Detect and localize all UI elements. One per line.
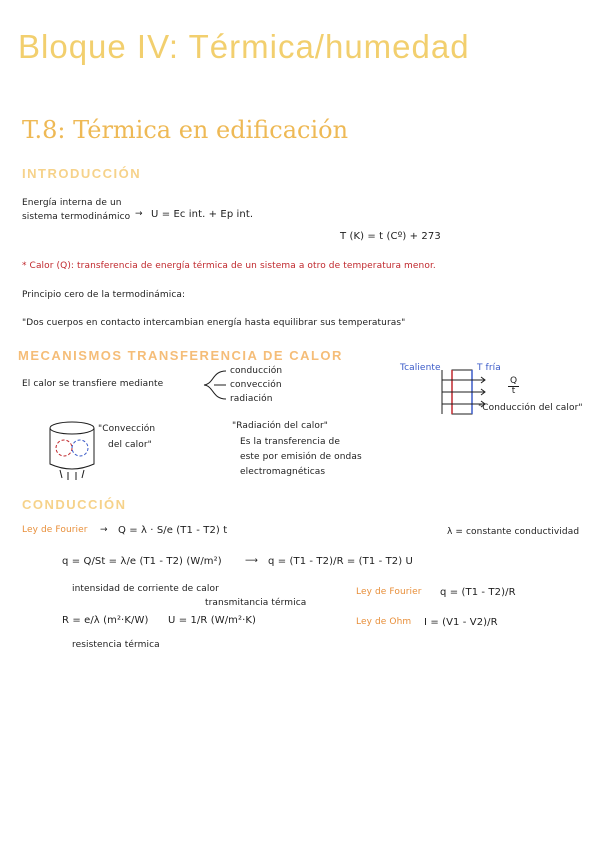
brace-icon xyxy=(200,368,230,402)
ohm-label: Ley de Ohm xyxy=(356,617,412,627)
conveccion-label1: "Convección xyxy=(98,424,156,434)
energy-line2: sistema termodinámico xyxy=(22,212,131,222)
lambda-definition: λ = constante conductividad xyxy=(447,527,580,537)
t-caliente-label: Tcaliente xyxy=(400,363,441,373)
q-formula-2: q = (T1 - T2)/R = (T1 - T2) U xyxy=(268,556,413,567)
energy-formula: U = Ec int. + Ep int. xyxy=(151,209,254,220)
u-definition: transmitancia térmica xyxy=(205,598,307,608)
branch-conveccion: convección xyxy=(230,380,282,390)
fourier-right-label: Ley de Fourier xyxy=(356,587,422,597)
principio-cero: Principio cero de la termodinámica: xyxy=(22,290,186,300)
t-fria-label: T fría xyxy=(477,363,501,373)
conduccion-calor-label: "Conducción del calor" xyxy=(478,403,583,413)
radiacion-label3: este por emisión de ondas xyxy=(240,452,362,462)
temp-formula: T (K) = t (Cº) + 273 xyxy=(340,231,441,242)
mecanismos-intro: El calor se transfiere mediante xyxy=(22,379,164,389)
convection-pot-icon xyxy=(46,420,98,482)
page-title: Bloque IV: Térmica/humedad xyxy=(18,28,470,65)
branch-conduccion: conducción xyxy=(230,366,283,376)
arrow-icon-3: ⟶ xyxy=(245,556,259,566)
q-formula: q = Q/St = λ/e (T1 - T2) (W/m²) xyxy=(62,556,222,567)
q-definition: intensidad de corriente de calor xyxy=(72,584,219,594)
arrow-icon: → xyxy=(135,209,143,219)
u-formula: U = 1/R (W/m²·K) xyxy=(168,615,257,626)
radiacion-label2: Es la transferencia de xyxy=(240,437,340,447)
fourier-formula: Q = λ · S/e (T1 - T2) t xyxy=(118,525,228,536)
radiacion-label1: "Radiación del calor" xyxy=(232,421,328,431)
intro-heading: INTRODUCCIÓN xyxy=(22,166,142,181)
mecanismos-heading: MECANISMOS TRANSFERENCIA DE CALOR xyxy=(18,348,343,363)
conveccion-label2: del calor" xyxy=(108,440,152,450)
principio-quote: "Dos cuerpos en contacto intercambian energía hasta equilibrar sus temperaturas" xyxy=(22,318,406,328)
fourier-right-formula: q = (T1 - T2)/R xyxy=(440,587,516,598)
q-over-t xyxy=(508,377,519,396)
fourier-label: Ley de Fourier xyxy=(22,525,88,535)
ohm-formula: I = (V1 - V2)/R xyxy=(424,617,498,628)
r-definition: resistencia térmica xyxy=(72,640,160,650)
calor-definition: * Calor (Q): transferencia de energía térmica de un sistema a otro de temperatura menor. xyxy=(22,261,436,271)
radiacion-label4: electromagnéticas xyxy=(240,467,326,477)
section-subtitle: T.8: Térmica en edificación xyxy=(22,116,349,144)
conduccion-heading: CONDUCCIÓN xyxy=(22,497,127,512)
arrow-icon-2: → xyxy=(100,525,108,535)
q-den: t xyxy=(511,386,516,396)
energy-line1: Energía interna de un xyxy=(22,198,122,208)
branch-radiacion: radiación xyxy=(230,394,273,404)
r-formula: R = e/λ (m²·K/W) xyxy=(62,615,149,626)
q-num: Q xyxy=(510,376,518,386)
